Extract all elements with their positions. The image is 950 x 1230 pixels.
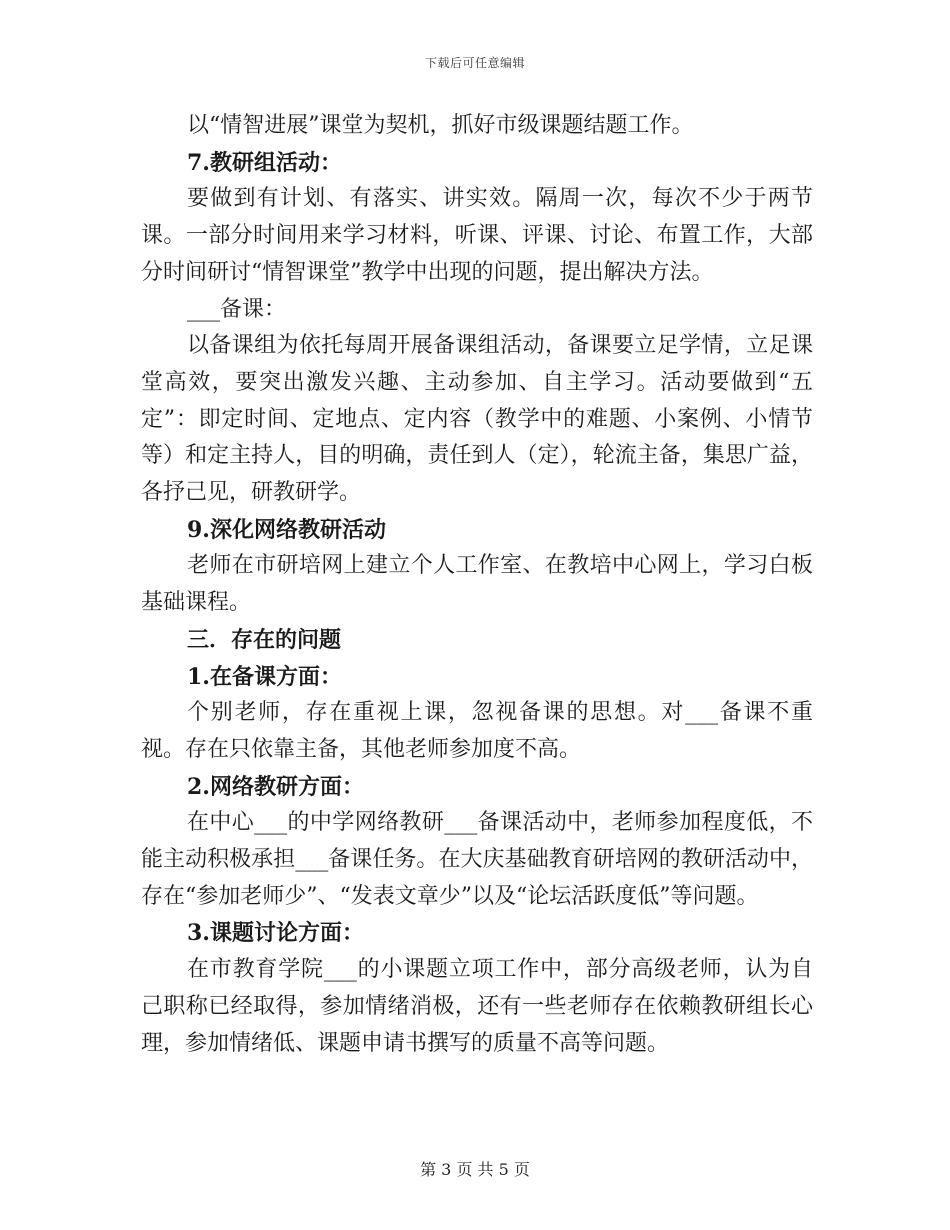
header-note: 下载后可任意编辑 xyxy=(424,56,525,70)
paragraph-lesson-prep: 以备课组为依托每周开展备课组活动，备课要立足学情，立足课堂高效，要突出激发兴趣、主动参加、自主学习。活动要做到“五定”：即定时间、定地点、定内容（教学中的难题、小案例、小情节等）和定主持人，目的明确，责任到人（定），轮流主备，集思广益，各抒己见，研教研学。 xyxy=(141,333,813,506)
heading-problem-research: 3.课题讨论方面： xyxy=(187,920,364,947)
paragraph-lesson-prep-label: ___备课： xyxy=(187,296,287,322)
heading-problem-network: 2.网络教研方面： xyxy=(187,773,364,800)
paragraph-problem-network: 在中心___的中学网络教研___备课活动中，老师参加程度低，不能主动积极承担___备课任务。在大庆基础教育研培网的教研活动中，存在“参加老师少”、“发表文章少”以及“论坛活跃度低”等问题。 xyxy=(141,810,813,909)
paragraph-problem-research: 在市教育学院___的小课题立项工作中，部分高级老师，认为自己职称已经取得，参加情绪消极，还有一些老师存在依赖教研组长心理，参加情绪低、课题申请书撰写的质量不高等问题。 xyxy=(141,957,813,1056)
paragraph-1: 以“情智进展”课堂为契机，抓好市级课题结题工作。 xyxy=(187,113,694,138)
paragraph-teaching-group: 要做到有计划、有落实、讲实效。隔周一次，每次不少于两节课。一部分时间用来学习材料，听课、评课、讨论、布置工作，大部分时间研讨“情智课堂”教学中出现的问题，提出解决方法。 xyxy=(141,186,813,285)
paragraph-network-research: 老师在市研培网上建立个人工作室、在教培中心网上，学习白板基础课程。 xyxy=(141,553,813,616)
heading-problem-lesson-prep: 1.在备课方面： xyxy=(187,663,342,690)
heading-existing-problems: 三．存在的问题 xyxy=(187,626,342,653)
heading-network-research: 9.深化网络教研活动 xyxy=(187,516,386,543)
document-body xyxy=(141,108,813,1062)
heading-teaching-group: 7.教研组活动： xyxy=(187,149,342,176)
page-number: 第 3 页 共 5 页 xyxy=(420,1160,530,1179)
paragraph-problem-lesson-prep: 个别老师，存在重视上课，忽视备课的思想。对___备课不重视。存在只依靠主备，其他老师参加度不高。 xyxy=(141,700,813,762)
